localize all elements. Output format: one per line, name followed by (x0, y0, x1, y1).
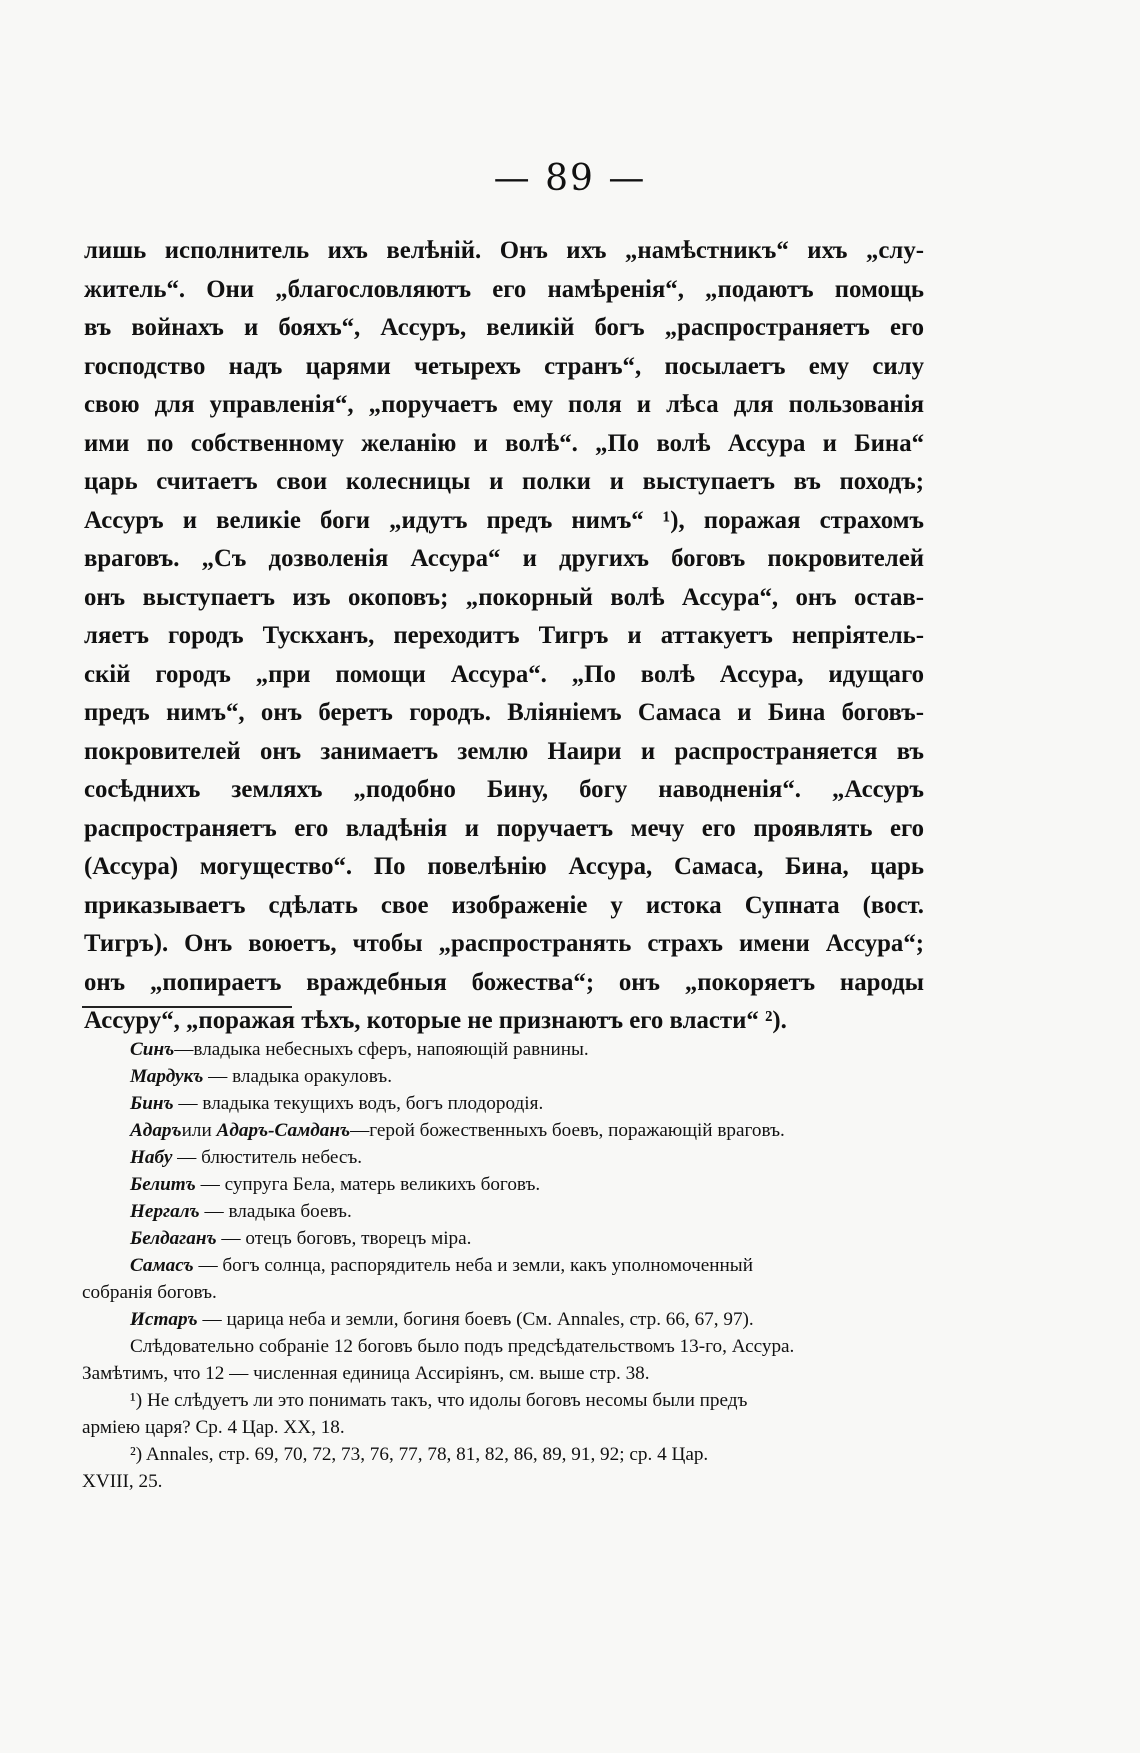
footnote-separator (82, 1006, 292, 1008)
text-line: (Ассура) могущество“. По повелѣнію Ассура, Самаса, Бина, царь (84, 853, 924, 880)
god-name: Синъ (130, 1039, 175, 1060)
god-description: —владыка небесныхъ сферъ, напояющій равнины. (174, 1039, 589, 1060)
god-entry (82, 1198, 928, 1225)
god-name: Адаръ (130, 1120, 182, 1141)
god-entry (82, 1306, 928, 1333)
text-line: скій городъ „при помощи Ассура“. „По волѣ Ассура, идущаго (84, 660, 924, 688)
footnote-2: ²) Annales, стр. 69, 70, 72, 73, 76, 77, 78, 81, 82, 86, 89, 91, 92; ср. 4 Цар. (130, 1444, 709, 1465)
text-line: въ войнахъ и бояхъ“, Ассуръ, великій богъ „распространяетъ его (84, 314, 924, 341)
god-entry (82, 1171, 928, 1198)
text-line: предъ нимъ“, онъ беретъ городъ. Вліяніемъ Самаса и Бина боговъ- (84, 699, 924, 726)
god-description: —герой божественныхъ боевъ, поражающій враговъ. (350, 1120, 785, 1141)
god-name-alt: Адаръ-Самданъ (216, 1120, 351, 1141)
text-line: покровителей онъ занимаетъ землю Наири и распространяется въ (84, 737, 924, 765)
text-line: ими по собственному желанію и волѣ“. „По волѣ Ассура и Бина“ (84, 429, 924, 457)
text-line: Ассуръ и великіе боги „идутъ предъ нимъ“ ¹), поражая страхомъ (84, 506, 924, 534)
god-name: Нергалъ (130, 1201, 200, 1222)
text-line: житель“. Они „благословляютъ его намѣренія“, „подаютъ помощь (84, 275, 924, 303)
god-name: Набу (130, 1147, 173, 1168)
god-name: Белитъ (130, 1174, 196, 1195)
text-line: онъ „попираетъ враждебныя божества“; онъ „покоряетъ народы (84, 968, 924, 996)
god-entry (82, 1090, 928, 1117)
god-description: — царица неба и земли, богиня боевъ (См. Annales, стр. 66, 67, 97). (197, 1309, 754, 1330)
footnotes (82, 1036, 928, 1495)
god-entry-continuation: собранія боговъ. (82, 1282, 217, 1303)
god-description: — супруга Бела, матерь великихъ боговъ. (195, 1174, 541, 1195)
text-line: свою для управленія“, „поручаетъ ему поля и лѣса для пользованія (84, 391, 924, 418)
god-entry (82, 1225, 928, 1252)
note-line: Замѣтимъ, что 12 — численная единица Ассиріянъ, см. выше стр. 38. (82, 1363, 650, 1384)
text-line: онъ выступаетъ изъ окоповъ; „покорный волѣ Ассура“, онъ остав- (84, 583, 924, 611)
god-description: — владыка текущихъ водъ, богъ плодородія. (173, 1093, 544, 1114)
god-entry (82, 1117, 928, 1144)
text-line: лишь исполнитель ихъ велѣній. Онъ ихъ „намѣстникъ“ ихъ „слу- (84, 237, 924, 264)
text-line: приказываетъ сдѣлать свое изображеніе у истока Супната (вост. (84, 891, 924, 919)
god-entry (82, 1252, 928, 1279)
god-description: — богъ солнца, распорядитель неба и земли, какъ уполномоченный (193, 1255, 753, 1276)
text-line: сосѣднихъ земляхъ „подобно Бину, богу наводненія“. „Ассуръ (84, 776, 924, 803)
god-description: — блюститель небесъ. (172, 1147, 363, 1168)
god-name: Белдаганъ (130, 1228, 217, 1249)
text-line: царь считаетъ свои колесницы и полки и выступаетъ въ походъ; (84, 468, 924, 495)
page-number: — 89 — (493, 158, 647, 199)
text-line: Ассуру“, „поражая тѣхъ, которые не признаютъ его власти“ ²). (84, 1007, 787, 1034)
god-entry (82, 1036, 928, 1063)
text-line: враговъ. „Съ дозволенія Ассура“ и другихъ боговъ покровителей (84, 545, 924, 572)
god-entry (82, 1144, 928, 1171)
god-description: — владыка оракуловъ. (203, 1066, 392, 1087)
text-line: Тигръ). Онъ воюетъ, чтобы „распространять страхъ имени Ассура“; (84, 930, 924, 957)
god-name: Истаръ (130, 1309, 198, 1330)
footnote-1: ¹) Не слѣдуетъ ли это понимать такъ, что идолы боговъ несомы были предъ (130, 1390, 748, 1411)
god-entry (82, 1063, 928, 1090)
god-name: Мардукъ (130, 1066, 204, 1087)
god-name: Самасъ (130, 1255, 194, 1276)
main-text (84, 232, 924, 1041)
footnote-2-continuation: XVIII, 25. (82, 1471, 163, 1492)
text-line: ляетъ городъ Тускханъ, переходитъ Тигръ и аттакуетъ непріятель- (84, 622, 924, 649)
text-line: распространяетъ его владѣнія и поручаетъ мечу его проявлять его (84, 814, 924, 842)
god-name: Бинъ (130, 1093, 174, 1114)
god-description: — отецъ боговъ, творецъ міра. (216, 1228, 472, 1249)
footnote-1-continuation: арміею царя? Ср. 4 Цар. XX, 18. (82, 1417, 345, 1438)
god-name-connector: или (181, 1120, 217, 1141)
note-line: Слѣдовательно собраніе 12 боговъ было подъ предсѣдательствомъ 13-го, Ассура. (130, 1336, 795, 1357)
god-description: — владыка боевъ. (199, 1201, 352, 1222)
text-line: господство надъ царями четырехъ странъ“, посылаетъ ему силу (84, 352, 924, 380)
